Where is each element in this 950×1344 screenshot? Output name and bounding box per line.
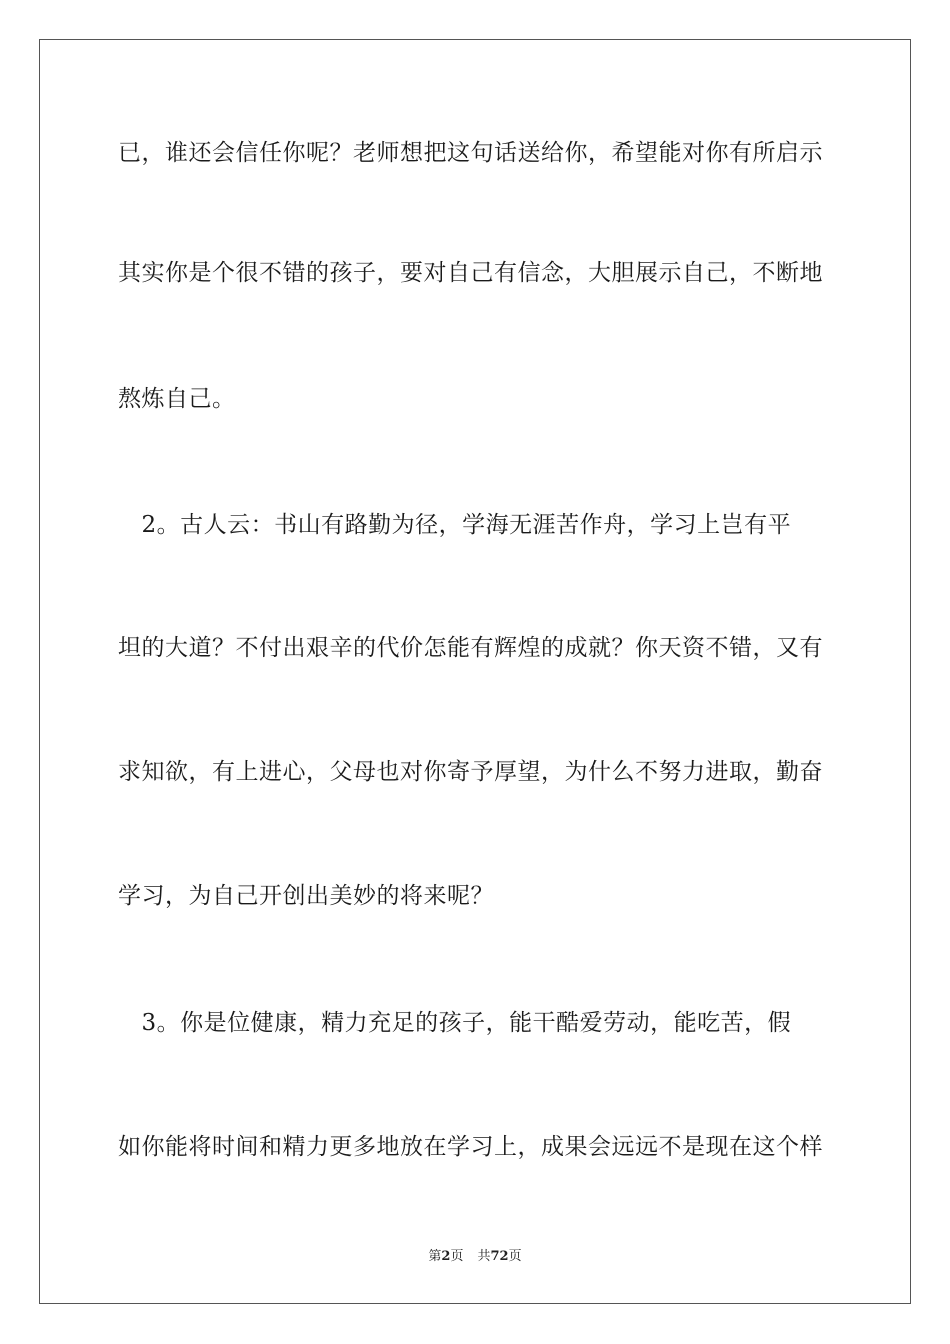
- page-frame: [39, 39, 911, 1304]
- text-line-6: 求知欲，有上进心，父母也对你寄予厚望，为什么不努力进取，勤奋: [118, 759, 823, 785]
- total-suffix: 页: [508, 1249, 522, 1264]
- page-suffix: 页: [450, 1249, 464, 1264]
- text-line-1: 已，谁还会信任你呢？老师想把这句话送给你，希望能对你有所启示: [118, 140, 823, 166]
- page-number: 2: [441, 1249, 451, 1264]
- text-line-7: 学习，为自己开创出美妙的将来呢？: [118, 883, 494, 909]
- text-line-8: 3。你是位健康，精力充足的孩子，能干酷爱劳动，能吃苦，假: [118, 1010, 792, 1036]
- text-line-3: 熬炼自己。: [118, 386, 236, 412]
- text-line-5: 坦的大道？不付出艰辛的代价怎能有辉煌的成就？你天资不错，又有: [118, 635, 823, 661]
- text-line-9: 如你能将时间和精力更多地放在学习上，成果会远远不是现在这个样: [118, 1134, 823, 1160]
- page-footer: [0, 1248, 950, 1266]
- total-pages: 72: [490, 1249, 509, 1264]
- text-line-2: 其实你是个很不错的孩子，要对自己有信念，大胆展示自己，不断地: [118, 260, 823, 286]
- page-prefix: 第: [428, 1249, 442, 1264]
- total-prefix: 共: [477, 1249, 491, 1264]
- text-line-4: 2。古人云：书山有路勤为径，学海无涯苦作舟，学习上岂有平: [118, 512, 792, 538]
